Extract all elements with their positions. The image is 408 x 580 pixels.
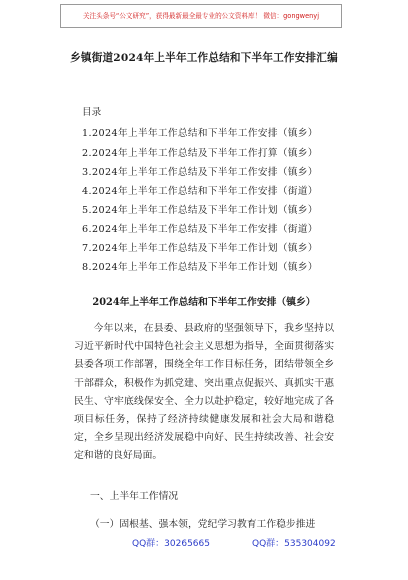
toc-item[interactable]: 3.2024年上半年工作总结及下半年工作安排（镇乡） <box>82 167 318 178</box>
qq-group-2: QQ群：535304092 <box>251 539 336 549</box>
toc-heading: 目录 <box>82 107 102 118</box>
toc-item[interactable]: 4.2024年上半年工作总结和下半年工作安排（街道） <box>82 186 318 197</box>
toc-item[interactable]: 1.2024年上半年工作总结和下半年工作安排（镇乡） <box>82 128 318 139</box>
promo-banner: 关注头条号“公文研究”，获得最新最全最专业的公文资料库！ 微信：gongwenyj <box>60 4 342 28</box>
body-paragraph: 今年以来，在县委、县政府的坚强领导下，我乡坚持以习近平新时代中国特色社会主义思想为指导，全面贯彻落实县委各项工作部署，围绕全年工作目标任务，团结带领全乡干部群众，积极作为抓党建、突出重点促振兴、真抓实干惠民生、守牢底线保安全、全力以赴护稳定，较好地完成了各项目标任务，保持了经济持续健康发展和社会大局和谐稳定，全乡呈现出经济发展稳中向好、民生持续改善、社会安定和谐的良好局面。 <box>74 323 334 462</box>
section-subheading: 一、上半年工作情况 <box>90 491 179 502</box>
section-subheading-level2: （一）固根基、强本领，党纪学习教育工作稳步推进 <box>90 519 316 530</box>
document-title: 乡镇街道2024年上半年工作总结和下半年工作安排汇编 <box>70 52 338 64</box>
toc-item[interactable]: 8.2024年上半年工作总结及下半年工作计划（镇乡） <box>82 262 318 273</box>
toc-item[interactable]: 7.2024年上半年工作总结及下半年工作计划（镇乡） <box>82 243 318 254</box>
toc-item[interactable]: 6.2024年上半年工作总结及下半年工作安排（街道） <box>82 224 318 235</box>
section-title: 2024年上半年工作总结和下半年工作安排（镇乡） <box>92 297 316 308</box>
toc-item[interactable]: 5.2024年上半年工作总结及下半年工作计划（镇乡） <box>82 205 318 216</box>
toc-item[interactable]: 2.2024年上半年工作总结及下半年工作打算（镇乡） <box>82 148 318 159</box>
footer-qq-groups <box>132 536 378 549</box>
qq-group-1: QQ群：30265665 <box>132 539 210 549</box>
